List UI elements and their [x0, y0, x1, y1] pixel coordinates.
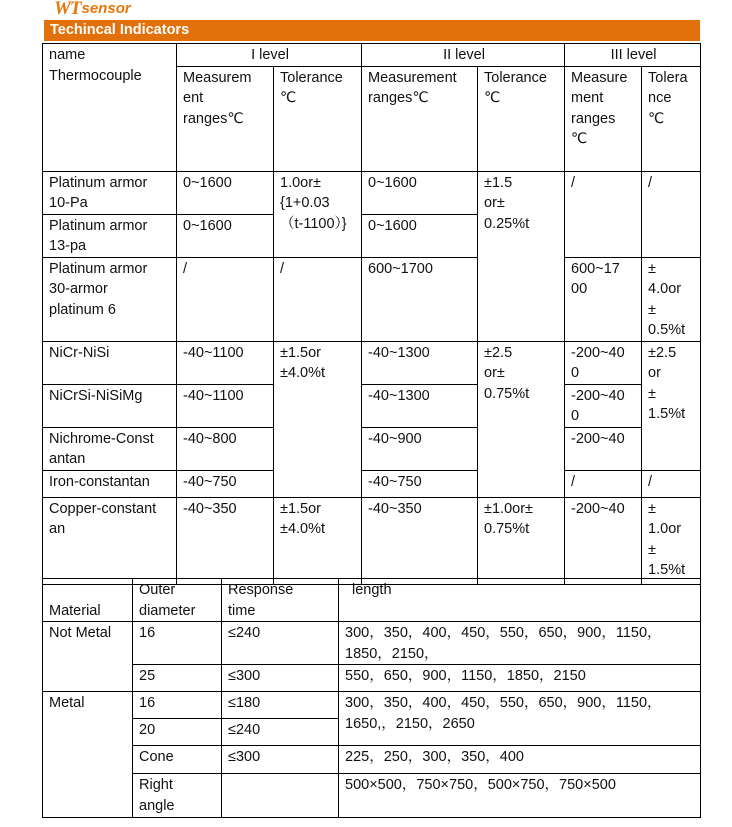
material-cell: Not Metal: [43, 622, 133, 692]
row-name: NiCr-NiSi: [43, 341, 177, 384]
l2-tolerance-header: Tolerance ℃: [478, 66, 565, 171]
l1-tolerance: ±1.5or ±4.0%t: [274, 497, 362, 584]
logo-text: sensor: [81, 0, 131, 17]
thermocouple-table: [42, 43, 701, 585]
table-row: [43, 470, 701, 497]
l1-measurement: -40~800: [177, 427, 274, 470]
l2-measurement: -40~750: [362, 470, 478, 497]
response-cell: ≤240: [222, 622, 339, 665]
l3-tolerance-header: Tolera nce ℃: [642, 66, 701, 171]
l3-tolerance: /: [642, 470, 701, 497]
l1-measurement: -40~1100: [177, 341, 274, 384]
l3-tolerance: ±2.5 or ± 1.5%t: [642, 341, 701, 470]
l1-tolerance: ±1.5or ±4.0%t: [274, 341, 362, 497]
l1-measurement: -40~750: [177, 470, 274, 497]
l3-measurement: /: [565, 171, 642, 257]
l2-measurement: 0~1600: [362, 214, 478, 257]
outer-cell: 16: [133, 692, 222, 719]
row-name: Copper-constant an: [43, 497, 177, 584]
outer-cell: Right angle: [133, 774, 222, 818]
l2-measurement: -40~1300: [362, 384, 478, 427]
level-3-header: III level: [565, 44, 701, 67]
level-1-header: I level: [177, 44, 362, 67]
l1-measurement-header: Measurem ent ranges℃: [177, 66, 274, 171]
l1-measurement: 0~1600: [177, 171, 274, 214]
outer-cell: 20: [133, 719, 222, 746]
header-name: name: [49, 47, 86, 63]
outer-cell: 16: [133, 622, 222, 665]
outer-cell: Cone: [133, 746, 222, 774]
length-cell: 300，350，400，450，550，650，900，1150， 1650,，2150，2650: [339, 692, 701, 746]
response-cell: ≤240: [222, 719, 339, 746]
section-banner: Techincal Indicators: [44, 20, 700, 41]
brand-logo: [54, 0, 131, 18]
table-row: [43, 427, 701, 470]
row-name: Nichrome-Const antan: [43, 427, 177, 470]
length-cell: 225，250，300，350，400: [339, 746, 701, 774]
l2-measurement-header: Measurement ranges℃: [362, 66, 478, 171]
table-row: [43, 622, 701, 665]
response-cell: ≤300: [222, 665, 339, 692]
row-name: NiCrSi-NiSiMg: [43, 384, 177, 427]
l1-tolerance-header: Tolerance ℃: [274, 66, 362, 171]
table-row: [43, 665, 701, 692]
response-cell: ≤180: [222, 692, 339, 719]
table-row: [43, 746, 701, 774]
l2-tolerance: ±2.5 or± 0.75%t: [478, 341, 565, 497]
response-time-header: Response time: [222, 579, 339, 622]
outer-diameter-header: Outer diameter: [133, 579, 222, 622]
row-name: Platinum armor 13-pa: [43, 214, 177, 257]
l3-measurement: -200~40 0: [565, 341, 642, 384]
table-row: [43, 384, 701, 427]
length-header: length: [339, 579, 701, 622]
l2-measurement: -40~350: [362, 497, 478, 584]
material-cell: Metal: [43, 692, 133, 818]
dimensions-table: [42, 578, 701, 818]
l3-tolerance: ± 4.0or ± 0.5%t: [642, 257, 701, 341]
length-cell: 500×500，750×750，500×750，750×500: [339, 774, 701, 818]
response-cell: ≤300: [222, 746, 339, 774]
l1-tolerance: /: [274, 257, 362, 341]
row-name: Iron-constantan: [43, 470, 177, 497]
l3-measurement-header: Measure ment ranges ℃: [565, 66, 642, 171]
l2-measurement: 0~1600: [362, 171, 478, 214]
length-cell: 300，350，400，450，550，650，900，1150， 1850，2150，: [339, 622, 701, 665]
l2-measurement: 600~1700: [362, 257, 478, 341]
table-row: [43, 341, 701, 384]
l2-measurement: -40~900: [362, 427, 478, 470]
l3-measurement: 600~17 00: [565, 257, 642, 341]
l2-measurement: -40~1300: [362, 341, 478, 384]
l1-tolerance: 1.0or± {1+0.03 （t-1100）}: [274, 171, 362, 257]
table-row: [43, 171, 701, 214]
l2-tolerance: ±1.5 or± 0.25%t: [478, 171, 565, 341]
l1-measurement: /: [177, 257, 274, 341]
l3-measurement: /: [565, 470, 642, 497]
l1-measurement: -40~350: [177, 497, 274, 584]
l3-measurement: -200~40: [565, 497, 642, 584]
header-thermocouple: Thermocouple: [49, 67, 142, 84]
row-name: Platinum armor 10-Pa: [43, 171, 177, 214]
length-cell: 550，650，900，1150，1850，2150: [339, 665, 701, 692]
row-name: Platinum armor 30-armor platinum 6: [43, 257, 177, 341]
l3-measurement: -200~40 0: [565, 384, 642, 427]
header-name-cell: [43, 44, 177, 172]
table-row: [43, 257, 701, 341]
material-header: Material: [43, 579, 133, 622]
logo-mark: WT: [54, 0, 81, 19]
l2-tolerance: ±1.0or± 0.75%t: [478, 497, 565, 584]
table-row: [43, 497, 701, 584]
l1-measurement: -40~1100: [177, 384, 274, 427]
level-2-header: II level: [362, 44, 565, 67]
outer-cell: 25: [133, 665, 222, 692]
response-cell: [222, 774, 339, 818]
table-row: [43, 774, 701, 818]
l3-tolerance: /: [642, 171, 701, 257]
l3-tolerance: ± 1.0or ± 1.5%t: [642, 497, 701, 584]
l3-measurement: -200~40: [565, 427, 642, 470]
l1-measurement: 0~1600: [177, 214, 274, 257]
table-row: [43, 692, 701, 719]
